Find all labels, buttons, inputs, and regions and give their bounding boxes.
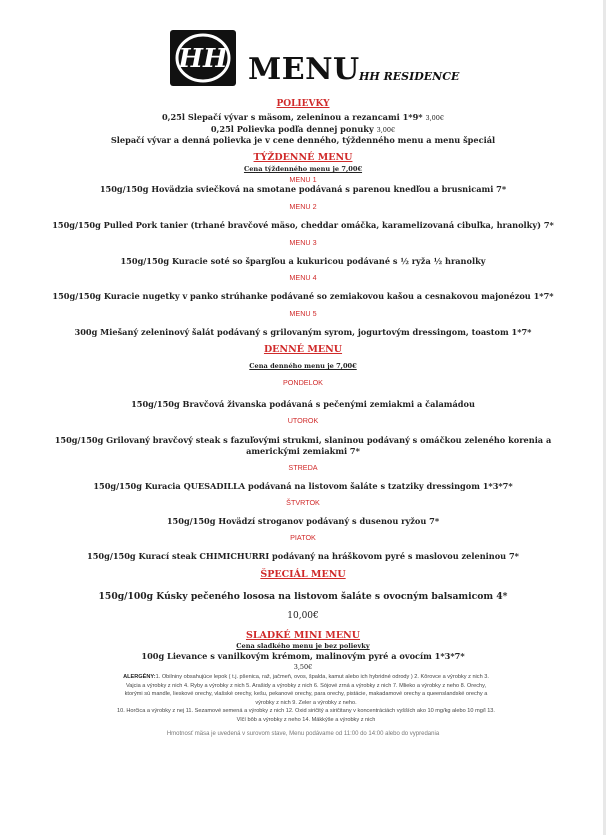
day-label: STREDA [288,463,318,472]
day-label: ŠTVRTOK [286,498,320,507]
soups-note: Slepačí vývar a denná polievka je v cene denného, týždenného menu a menu špeciál [110,135,496,145]
soup-2-text: 0,25l Polievka podľa dennej ponuky [210,124,374,134]
allergens-line: výrobky z nich 9. Zeler a výrobky z neho. [255,699,357,706]
day-item: 150g/150g Kurací steak CHIMICHURRI podávaný na hráškovom pyré s maslovou zeleninou 7* [87,551,519,561]
weekly-item-label: MENU 1 [289,175,317,184]
day-item: 150g/150g Hovädzí stroganov podávaný s dusenou ryžou 7* [166,516,440,526]
weekly-item-label: MENU 4 [289,273,317,282]
daily-heading: DENNÉ MENU [263,344,343,355]
allergens-label: ALERGÉNY: [123,674,156,680]
sweet-item: 100g Lievance s vanilkovým krémom, malinovým pyré a ovocím 1*3*7* [141,651,465,661]
weekly-item-label: MENU 3 [289,238,317,247]
day-item: 150g/150g Grilovaný bravčový steak s fazuľovými strukmi, slaninou podávaný s omáčkou zeleného korenia a [54,435,552,445]
soup-line-1 [0,112,606,122]
sweet-heading: SLADKÉ MINI MENU [245,630,361,641]
weekly-heading: TÝŽDENNÉ MENU [253,152,353,163]
day-label: PIATOK [290,533,316,542]
allergens-line: ALERGÉNY:1. Obilniny obsahujúce lepok ( t.j. pšenica, raž, jačmeň, ovos, špalda, kamut alebo ich hybridné odrody ) 2. Kôrovce a výrobky z nich 3. [123,674,489,680]
footer-note: Hmotnosť mäsa je uvedená v surovom stave, Menu podávame od 11:00 do 14:00 alebo do vypredania [166,731,440,737]
allergens-line: Vajcia a výrobky z nich 4. Ryby a výrobky z nich 5. Arašidy a výrobky z nich 6. Sójové zrná a výrobky z nich 7. Mlieko a výrobky z neho 8. Orechy, [125,682,487,689]
weekly-item-label: MENU 2 [289,202,317,211]
allergens-line: 10. Horčica a výrobky z nej 11. Sezamové semená a výrobky z nich 12. Oxid siričitý a siričitany v koncentráciách vyšších ako 10 mg/kg alebo 10 mg/l 13. [117,708,495,715]
day-item: 150g/150g Bravčová živanska podávaná s pečenými zemiakmi a čalamádou [131,399,475,409]
svg-text:HH: HH [178,44,228,74]
weekly-item-text: 150g/150g Pulled Pork tanier (trhané bravčové mäso, cheddar omáčka, karamelizovaná cibuľka, hranolky) 7* [52,220,554,230]
sweet-price-label: Cena sladkého menu je bez polievky [236,642,370,650]
soup-1-price: 3,00€ [425,114,445,122]
special-price: 10,00€ [287,611,319,621]
soup-1-text: 0,25l Slepačí vývar s mäsom, zeleninou a rezancami 1*9* [161,112,423,122]
soups-heading: POLIEVKY [276,99,330,109]
soup-2-price: 3,00€ [376,126,396,134]
soup-line-2 [0,124,606,134]
weekly-item-text: 150g/150g Kuracie nugetky v panko strúhanke podávané so zemiakovou kašou a cesnakovou majonézou 1*7* [52,291,554,301]
weekly-item-text: 300g Miešaný zeleninový šalát podávaný s grilovaným syrom, jogurtovým dressingom, toastom 1*7* [74,327,532,337]
weekly-item-text: 150g/150g Kuracie soté so špargľou a kukuricou podávané s ½ ryža ½ hranolky [120,256,486,266]
menu-subtitle: HH RESIDENCE [359,70,460,83]
weekly-item-text: 150g/150g Hovädzia sviečková na smotane podávaná s parenou knedľou a brusnicami 7* [99,184,507,194]
day-item-continued: americkými zemiakmi 7* [246,446,360,456]
weekly-price: Cena týždenného menu je 7,00€ [243,165,363,173]
daily-price: Cena denného menu je 7,00€ [249,362,357,370]
special-heading: ŠPECIÁL MENU [260,569,346,580]
day-label: PONDELOK [283,378,323,387]
menu-title: MENU [248,52,360,87]
allergens-line: Vlčí bôb a výrobky z neho 14. Mäkkýše a výrobky z nich [236,716,376,723]
hh-logo [170,30,236,86]
day-label: UTOROK [287,416,319,425]
weekly-item-label: MENU 5 [289,309,317,318]
allergens-block [80,673,532,725]
sweet-price: 3,50€ [293,663,313,671]
day-item: 150g/150g Kuracia QUESADILLA podávaná na listovom šaláte s tzatziky dressingom 1*3*7* [93,481,513,491]
special-item: 150g/100g Kúsky pečeného lososa na listovom šaláte s ovocným balsamicom 4* [98,591,508,602]
allergens-line: ktorými sú mandle, lieskové orechy, vlašské orechy, kešu, pekanové orechy, para orechy, pistácie, makadamové orechy a queenslandské orechy a [124,691,488,698]
